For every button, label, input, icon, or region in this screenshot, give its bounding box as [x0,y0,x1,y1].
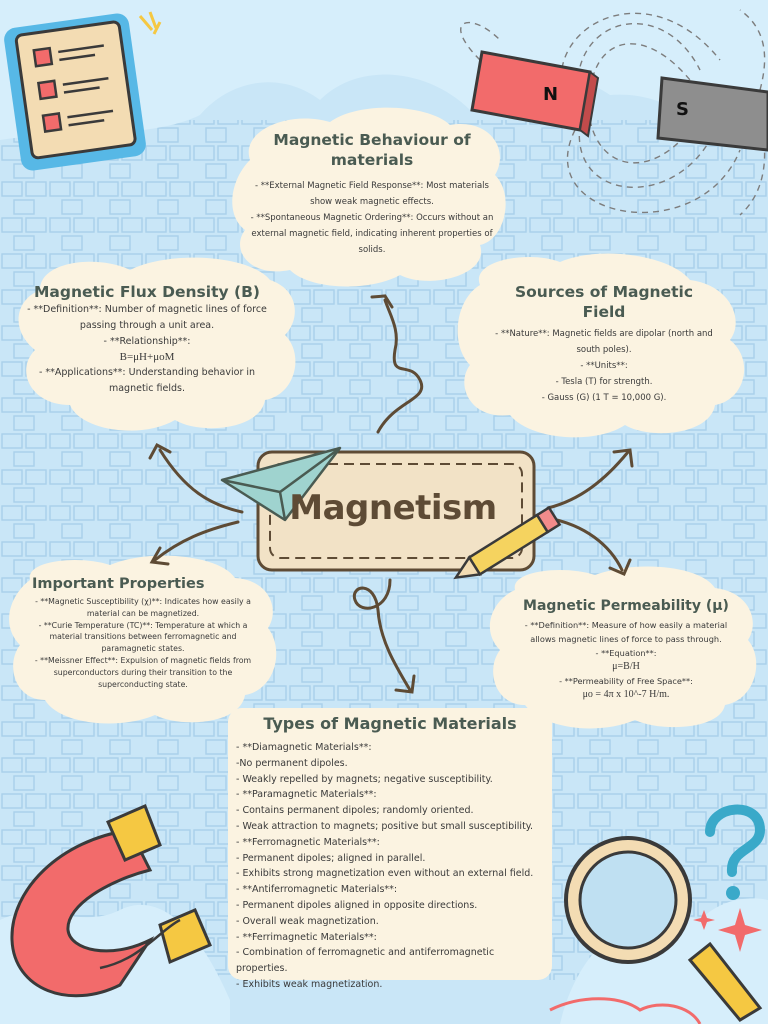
flux-line: - **Applications**: Understanding behavior in [38,367,256,378]
types-line: -No permanent dipoles. [236,757,348,769]
sources-line: south poles). [576,345,632,355]
properties-line: paramagnetic states. [101,644,185,654]
permeability-line: - **Definition**: Measure of how easily a material [524,620,728,630]
sources-line: - **Units**: [580,361,628,371]
sources-title-line1: Sources of Magnetic [514,283,694,301]
types-line: - **Diamagnetic Materials**: [236,742,372,753]
types-line: - Contains permanent dipoles; randomly oriented. [236,805,474,817]
types-line: - Combination of ferromagnetic and antiferromagnetic properties. [236,947,495,975]
flux-line: - **Relationship**: [103,336,191,347]
flux-formula: B=μH+μoM [119,351,175,363]
properties-line: superconducting state. [98,679,188,689]
types-line: - Exhibits weak magnetization. [236,978,383,990]
flux-title: Magnetic Flux Density (B) [33,283,260,301]
behaviour-line: - **External Magnetic Field Response**: Most materials [255,181,489,191]
behaviour-section [236,130,508,258]
sources-title [468,282,740,322]
behaviour-line: solids. [358,245,386,255]
types-line: - Weak attraction to magnets; positive but small susceptibility. [236,820,534,832]
north-pole-label: N [543,84,559,105]
permeability-section [498,596,754,702]
sources-line: - Gauss (G) (1 T = 10,000 G). [541,393,667,403]
flux-line: magnetic fields. [108,383,186,394]
behaviour-line: show weak magnetic effects. [310,197,434,207]
main-title: Magnetism [289,488,497,528]
properties-line: material transitions between ferromagnetic and [49,632,237,642]
behaviour-line: external magnetic field, indicating inherent properties of [251,229,493,239]
flux-line: - **Definition**: Number of magnetic lines of force [27,304,267,315]
properties-line: superconductors during their transition to the [53,667,233,677]
types-line: - **Antiferromagnetic Materials**: [236,884,398,896]
types-list [236,740,546,993]
types-title: Types of Magnetic Materials [263,714,517,733]
behaviour-line: - **Spontaneous Magnetic Ordering**: Occurs without an [250,213,494,223]
properties-line: - **Curie Temperature (TC)**: Temperature at which a [38,620,248,630]
types-line: - Permanent dipoles aligned in opposite directions. [236,899,478,911]
types-line: - **Ferrimagnetic Materials**: [236,931,377,943]
permeability-formula: μo = 4π x 10^-7 H/m. [582,689,670,700]
properties-line: - **Meissner Effect**: Expulsion of magnetic fields from [34,655,252,665]
sources-title-line2: Field [582,303,626,321]
permeability-line: allows magnetic lines of force to pass through. [530,634,722,644]
sources-section [468,282,740,406]
types-line: - Permanent dipoles; aligned in parallel. [236,852,426,864]
sources-line: - Tesla (T) for strength. [555,377,653,387]
properties-line: - **Magnetic Susceptibility (χ)**: Indicates how easily a [35,597,251,606]
permeability-line: - **Permeability of Free Space**: [559,676,693,686]
south-pole-label: S [676,99,689,120]
permeability-line: - **Equation**: [595,648,657,658]
types-line: - **Paramagnetic Materials**: [236,789,377,801]
sources-line: - **Nature**: Magnetic fields are dipolar (north and [495,329,713,339]
types-line: - **Ferromagnetic Materials**: [236,836,380,848]
behaviour-title [236,130,508,170]
properties-line: material can be magnetized. [86,608,200,618]
types-line: - Weakly repelled by magnets; negative susceptibility. [236,773,493,785]
behaviour-title-line1: Magnetic Behaviour of [273,131,471,149]
types-line: - Exhibits strong magnetization even without an external field. [236,868,534,880]
flux-line: passing through a unit area. [79,320,215,331]
permeability-formula: μ=B/H [612,661,640,672]
properties-title: Important Properties [32,576,205,592]
properties-section [12,574,274,690]
flux-section [12,282,282,397]
types-line: - Overall weak magnetization. [236,915,379,927]
permeability-title: Magnetic Permeability (μ) [523,598,729,614]
behaviour-title-line2: materials [330,151,414,169]
